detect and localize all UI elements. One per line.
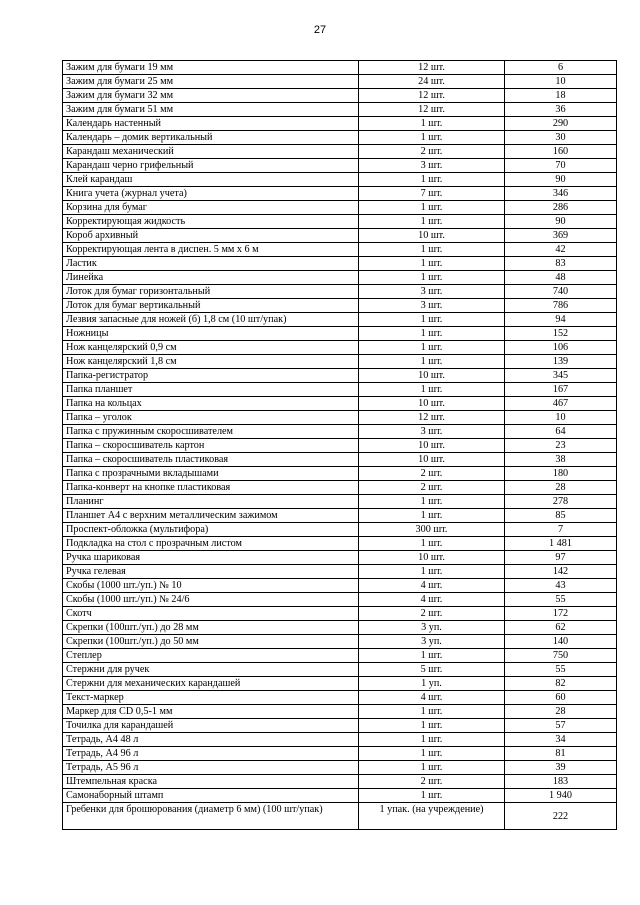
price-cell: 286 (505, 201, 617, 215)
table-row (63, 173, 617, 187)
table-row (63, 467, 617, 481)
quantity-cell: 3 шт. (359, 159, 505, 173)
item-name-cell: Папка-регистратор (63, 369, 359, 383)
price-cell: 1 940 (505, 789, 617, 803)
table-row (63, 411, 617, 425)
table-row (63, 257, 617, 271)
item-name-cell: Папка с пружинным скоросшивателем (63, 425, 359, 439)
quantity-cell: 1 шт. (359, 243, 505, 257)
item-name-cell: Скотч (63, 607, 359, 621)
table-row (63, 299, 617, 313)
table-row (63, 243, 617, 257)
quantity-cell: 24 шт. (359, 75, 505, 89)
quantity-cell: 1 шт. (359, 719, 505, 733)
price-cell: 140 (505, 635, 617, 649)
quantity-cell: 4 шт. (359, 691, 505, 705)
quantity-cell: 1 шт. (359, 747, 505, 761)
item-name-cell: Зажим для бумаги 32 мм (63, 89, 359, 103)
table-row (63, 145, 617, 159)
table-row (63, 635, 617, 649)
quantity-cell: 300 шт. (359, 523, 505, 537)
price-cell: 28 (505, 705, 617, 719)
table-row (63, 565, 617, 579)
quantity-cell: 1 шт. (359, 327, 505, 341)
quantity-cell: 1 шт. (359, 509, 505, 523)
item-name-cell: Скрепки (100шт./уп.) до 28 мм (63, 621, 359, 635)
item-name-cell: Тетрадь, А4 96 л (63, 747, 359, 761)
item-name-cell: Стержни для механических карандашей (63, 677, 359, 691)
item-name-cell: Папка – уголок (63, 411, 359, 425)
item-name-cell: Корректирующая лента в диспен. 5 мм х 6 м (63, 243, 359, 257)
quantity-cell: 1 уп. (359, 677, 505, 691)
price-cell: 57 (505, 719, 617, 733)
item-name-cell: Лоток для бумаг горизонтальный (63, 285, 359, 299)
price-cell: 467 (505, 397, 617, 411)
quantity-cell: 3 шт. (359, 299, 505, 313)
quantity-cell: 1 шт. (359, 789, 505, 803)
price-cell: 60 (505, 691, 617, 705)
item-name-cell: Самонаборный штамп (63, 789, 359, 803)
price-cell: 106 (505, 341, 617, 355)
table-row (63, 187, 617, 201)
quantity-cell: 3 уп. (359, 635, 505, 649)
item-name-cell: Скобы (1000 шт./уп.) № 10 (63, 579, 359, 593)
table-row (63, 397, 617, 411)
price-cell: 64 (505, 425, 617, 439)
table-row (63, 537, 617, 551)
table-row (63, 761, 617, 775)
price-cell: 750 (505, 649, 617, 663)
item-name-cell: Планшет А4 с верхним металлическим зажимом (63, 509, 359, 523)
item-name-cell: Зажим для бумаги 19 мм (63, 61, 359, 75)
item-name-cell: Линейка (63, 271, 359, 285)
price-cell: 7 (505, 523, 617, 537)
quantity-cell: 2 шт. (359, 775, 505, 789)
quantity-cell: 10 шт. (359, 397, 505, 411)
table-row (63, 523, 617, 537)
quantity-cell: 2 шт. (359, 467, 505, 481)
price-cell: 369 (505, 229, 617, 243)
quantity-cell: 10 шт. (359, 439, 505, 453)
table-row (63, 453, 617, 467)
table-row (63, 705, 617, 719)
item-name-cell: Ручка гелевая (63, 565, 359, 579)
price-cell: 81 (505, 747, 617, 761)
quantity-cell: 1 шт. (359, 565, 505, 579)
item-name-cell: Зажим для бумаги 25 мм (63, 75, 359, 89)
price-cell: 278 (505, 495, 617, 509)
item-name-cell: Папка с прозрачными вкладышами (63, 467, 359, 481)
quantity-cell: 12 шт. (359, 89, 505, 103)
table-row (63, 131, 617, 145)
item-name-cell: Календарь настенный (63, 117, 359, 131)
price-cell: 740 (505, 285, 617, 299)
price-cell: 180 (505, 467, 617, 481)
quantity-cell: 10 шт. (359, 369, 505, 383)
table-row (63, 425, 617, 439)
price-cell: 90 (505, 173, 617, 187)
item-name-cell: Папка планшет (63, 383, 359, 397)
table-row (63, 369, 617, 383)
price-cell: 786 (505, 299, 617, 313)
table-row (63, 509, 617, 523)
price-cell: 34 (505, 733, 617, 747)
table-row (63, 439, 617, 453)
item-name-cell: Папка на кольцах (63, 397, 359, 411)
item-name-cell: Зажим для бумаги 51 мм (63, 103, 359, 117)
quantity-cell: 1 шт. (359, 705, 505, 719)
quantity-cell: 1 шт. (359, 201, 505, 215)
table-row (63, 285, 617, 299)
quantity-cell: 10 шт. (359, 551, 505, 565)
price-cell: 139 (505, 355, 617, 369)
table-row (63, 103, 617, 117)
item-name-cell: Ластик (63, 257, 359, 271)
item-name-cell: Нож канцелярский 1,8 см (63, 355, 359, 369)
item-name-cell: Скобы (1000 шт./уп.) № 24/6 (63, 593, 359, 607)
supplies-table-body (63, 61, 617, 830)
table-row (63, 733, 617, 747)
price-cell: 83 (505, 257, 617, 271)
item-name-cell: Ножницы (63, 327, 359, 341)
item-name-cell: Лезвия запасные для ножей (б) 1,8 см (10 шт/упак) (63, 313, 359, 327)
table-row (63, 747, 617, 761)
quantity-cell: 12 шт. (359, 103, 505, 117)
price-cell: 10 (505, 411, 617, 425)
table-row (63, 495, 617, 509)
price-cell: 160 (505, 145, 617, 159)
table-row (63, 677, 617, 691)
table-row (63, 159, 617, 173)
table-row (63, 607, 617, 621)
price-cell: 38 (505, 453, 617, 467)
price-cell: 152 (505, 327, 617, 341)
quantity-cell: 1 шт. (359, 495, 505, 509)
quantity-cell: 1 шт. (359, 355, 505, 369)
item-name-cell: Проспект-обложка (мультифора) (63, 523, 359, 537)
price-cell: 6 (505, 61, 617, 75)
item-name-cell: Стержни для ручек (63, 663, 359, 677)
quantity-cell: 4 шт. (359, 579, 505, 593)
table-row (63, 341, 617, 355)
price-cell: 94 (505, 313, 617, 327)
quantity-cell: 1 шт. (359, 537, 505, 551)
item-name-cell: Карандаш черно грифельный (63, 159, 359, 173)
item-name-cell: Скрепки (100шт./уп.) до 50 мм (63, 635, 359, 649)
price-cell: 42 (505, 243, 617, 257)
quantity-cell: 1 шт. (359, 117, 505, 131)
item-name-cell: Подкладка на стол с прозрачным листом (63, 537, 359, 551)
item-name-cell: Карандаш механический (63, 145, 359, 159)
price-cell: 30 (505, 131, 617, 145)
price-cell: 167 (505, 383, 617, 397)
price-cell: 172 (505, 607, 617, 621)
item-name-cell: Папка – скоросшиватель пластиковая (63, 453, 359, 467)
price-cell: 85 (505, 509, 617, 523)
price-cell: 1 481 (505, 537, 617, 551)
item-name-cell: Календарь – домик вертикальный (63, 131, 359, 145)
quantity-cell: 1 шт. (359, 649, 505, 663)
price-cell: 43 (505, 579, 617, 593)
table-row (63, 383, 617, 397)
table-row (63, 271, 617, 285)
item-name-cell: Текст-маркер (63, 691, 359, 705)
table-row (63, 551, 617, 565)
table-row (63, 355, 617, 369)
quantity-cell: 1 шт. (359, 257, 505, 271)
table-row (63, 89, 617, 103)
item-name-cell: Корзина для бумаг (63, 201, 359, 215)
table-row (63, 789, 617, 803)
price-cell: 23 (505, 439, 617, 453)
item-name-cell: Штемпельная краска (63, 775, 359, 789)
quantity-cell: 10 шт. (359, 453, 505, 467)
quantity-cell: 1 шт. (359, 173, 505, 187)
table-row (63, 649, 617, 663)
item-name-cell: Папка – скоросшиватель картон (63, 439, 359, 453)
price-cell: 28 (505, 481, 617, 495)
table-row (63, 117, 617, 131)
quantity-cell: 5 шт. (359, 663, 505, 677)
item-name-cell: Нож канцелярский 0,9 см (63, 341, 359, 355)
table-row (63, 719, 617, 733)
price-cell: 18 (505, 89, 617, 103)
quantity-cell: 1 шт. (359, 383, 505, 397)
price-cell: 142 (505, 565, 617, 579)
price-cell: 290 (505, 117, 617, 131)
page-number: 27 (313, 24, 327, 36)
quantity-cell: 1 шт. (359, 313, 505, 327)
quantity-cell: 2 шт. (359, 145, 505, 159)
price-cell: 183 (505, 775, 617, 789)
table-row (63, 803, 617, 830)
table-row (63, 621, 617, 635)
price-cell: 36 (505, 103, 617, 117)
item-name-cell: Гребенки для брошюрования (диаметр 6 мм) (100 шт/упак) (63, 803, 359, 830)
item-name-cell: Планинг (63, 495, 359, 509)
quantity-cell: 2 шт. (359, 481, 505, 495)
item-name-cell: Короб архивный (63, 229, 359, 243)
price-cell: 90 (505, 215, 617, 229)
table-row (63, 579, 617, 593)
price-cell: 55 (505, 593, 617, 607)
quantity-cell: 3 уп. (359, 621, 505, 635)
item-name-cell: Клей карандаш (63, 173, 359, 187)
quantity-cell: 4 шт. (359, 593, 505, 607)
quantity-cell: 12 шт. (359, 61, 505, 75)
table-row (63, 775, 617, 789)
price-cell: 82 (505, 677, 617, 691)
quantity-cell: 10 шт. (359, 229, 505, 243)
item-name-cell: Точилка для карандашей (63, 719, 359, 733)
table-row (63, 201, 617, 215)
item-name-cell: Лоток для бумаг вертикальный (63, 299, 359, 313)
quantity-cell: 2 шт. (359, 607, 505, 621)
table-row (63, 663, 617, 677)
item-name-cell: Степлер (63, 649, 359, 663)
table-row (63, 327, 617, 341)
table-row (63, 229, 617, 243)
quantity-cell: 7 шт. (359, 187, 505, 201)
item-name-cell: Корректирующая жидкость (63, 215, 359, 229)
table-row (63, 75, 617, 89)
table-row (63, 61, 617, 75)
price-cell: 70 (505, 159, 617, 173)
quantity-cell: 1 шт. (359, 733, 505, 747)
quantity-cell: 1 шт. (359, 271, 505, 285)
quantity-cell: 1 шт. (359, 131, 505, 145)
price-cell: 345 (505, 369, 617, 383)
quantity-cell: 12 шт. (359, 411, 505, 425)
item-name-cell: Тетрадь, А5 96 л (63, 761, 359, 775)
price-cell: 55 (505, 663, 617, 677)
price-cell: 222 (505, 803, 617, 830)
quantity-cell: 3 шт. (359, 285, 505, 299)
item-name-cell: Книга учета (журнал учета) (63, 187, 359, 201)
price-cell: 97 (505, 551, 617, 565)
item-name-cell: Маркер для CD 0,5-1 мм (63, 705, 359, 719)
item-name-cell: Ручка шариковая (63, 551, 359, 565)
table-row (63, 593, 617, 607)
quantity-cell: 3 шт. (359, 425, 505, 439)
quantity-cell: 1 шт. (359, 215, 505, 229)
supplies-table (62, 60, 617, 830)
table-row (63, 691, 617, 705)
price-cell: 62 (505, 621, 617, 635)
table-row (63, 215, 617, 229)
price-cell: 346 (505, 187, 617, 201)
quantity-cell: 1 шт. (359, 761, 505, 775)
table-row (63, 313, 617, 327)
table-row (63, 481, 617, 495)
item-name-cell: Тетрадь, А4 48 л (63, 733, 359, 747)
price-cell: 10 (505, 75, 617, 89)
quantity-cell: 1 шт. (359, 341, 505, 355)
price-cell: 48 (505, 271, 617, 285)
price-cell: 39 (505, 761, 617, 775)
item-name-cell: Папка-конверт на кнопке пластиковая (63, 481, 359, 495)
quantity-cell: 1 упак. (на учреждение) (359, 803, 505, 830)
